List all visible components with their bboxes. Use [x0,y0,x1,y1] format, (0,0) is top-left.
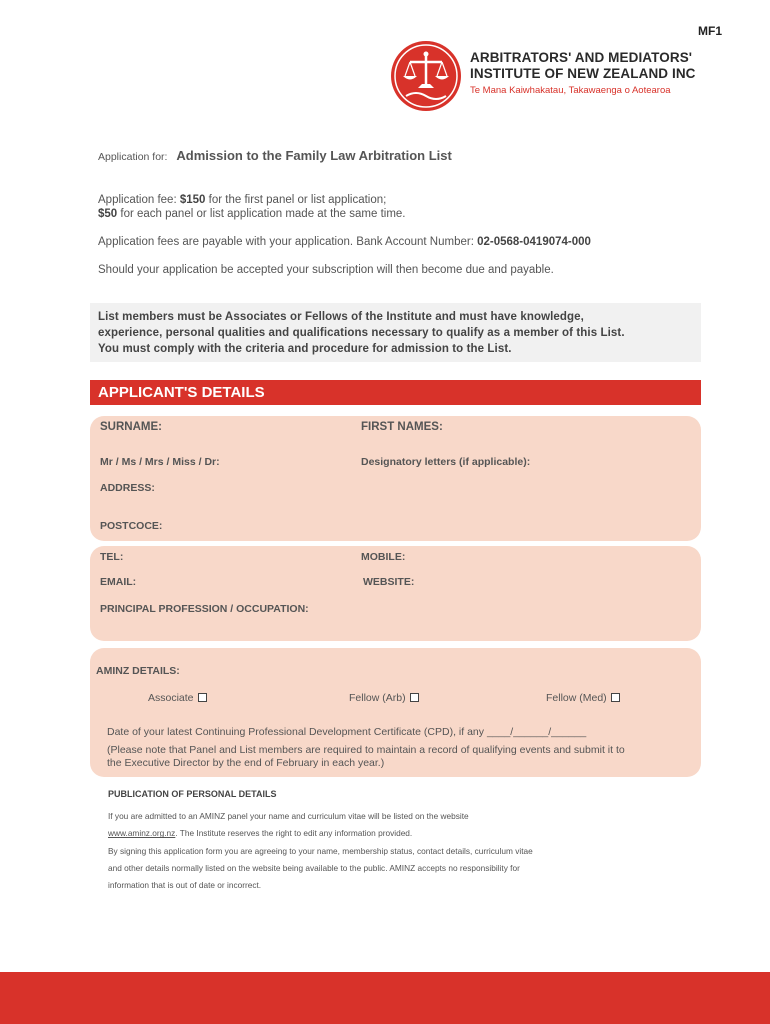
application-for [98,148,452,163]
publication-heading: PUBLICATION OF PERSONAL DETAILS [108,789,277,799]
cpd-note-line-1: (Please note that Panel and List members are required to maintain a record of qualifying events and submit it to [107,744,625,756]
publication-line-4: and other details normally listed on the website being available to the public. AMINZ accepts no responsibility for [108,862,520,873]
publication-line-5: information that is out of date or incorrect. [108,880,262,891]
publication-section [108,789,688,894]
org-name-line2: INSTITUTE OF NEW ZEALAND INC [470,66,696,81]
fellow-arb-option[interactable] [349,692,419,704]
title-label: Mr / Ms / Mrs / Miss / Dr: [100,456,220,468]
mobile-label: MOBILE: [361,551,406,563]
fee-first-text: for the first panel or list application; [208,194,387,206]
website-label: WEBSITE: [363,576,415,588]
aminz-heading: AMINZ DETAILS: [96,665,180,677]
website-link[interactable]: www.aminz.org.nz [108,828,176,839]
publication-line-2 [108,825,688,842]
cpd-line [107,725,586,739]
notice-line-1: List members must be Associates or Fellows of the Institute and must have knowledge, [98,311,584,323]
address-label: ADDRESS: [100,482,155,494]
contact-box [90,546,701,641]
fellow-med-label: Fellow (Med) [546,692,607,704]
fee-line-1 [98,193,386,207]
tel-label: TEL: [100,551,124,563]
postcode-label: POSTCOCE: [100,520,163,532]
application-for-label: Application for: [98,151,168,163]
fellow-med-option[interactable] [546,692,620,704]
org-subtitle: Te Mana Kaiwhakatau, Takawaenga o Aotearoa [470,85,671,96]
first-names-label: FIRST NAMES: [361,421,443,433]
subscription-line: Should your application be accepted your subscription will then become due and payable. [98,264,554,276]
cpd-date-field[interactable]: ____/______/______ [486,726,587,738]
fee-amount-first: $150 [179,194,206,206]
fee-line-2 [98,207,406,221]
application-title: Admission to the Family Law Arbitration List [176,148,452,163]
fellow-arb-label: Fellow (Arb) [349,692,406,704]
bank-text: Application fees are payable with your application. Bank Account Number: [98,236,474,248]
fellow-arb-checkbox[interactable] [410,693,419,702]
form-code: MF1 [698,24,722,38]
associate-checkbox[interactable] [198,693,207,702]
org-header [470,50,696,96]
associate-option[interactable] [148,692,207,704]
footer-bar [0,972,770,1024]
surname-label: SURNAME: [100,421,162,433]
publication-line-3: By signing this application form you are agreeing to your name, membership status, contact details, curriculum vitae [108,845,533,856]
aminz-box [90,648,701,777]
notice-line-2: experience, personal qualities and qualifications necessary to qualify as a member of this List. [98,327,625,339]
associate-label: Associate [148,692,194,704]
publication-line-1: If you are admitted to an AMINZ panel your name and curriculum vitae will be listed on the website [108,811,469,821]
publication-line-2-rest: . The Institute reserves the right to edit any information provided. [175,828,413,839]
name-address-box [90,416,701,541]
section-title: APPLICANT'S DETAILS [98,384,265,401]
fellow-med-checkbox[interactable] [611,693,620,702]
scales-of-justice-logo [390,40,462,112]
fee-prefix: Application fee: [98,194,177,206]
designatory-label: Designatory letters (if applicable): [361,456,531,468]
eligibility-notice [90,303,701,362]
bank-number: 02-0568-0419074-000 [477,236,591,248]
email-label: EMAIL: [100,576,137,588]
notice-line-3: You must comply with the criteria and procedure for admission to the List. [98,343,512,355]
fee-amount-each: $50 [98,208,118,220]
org-name-line1: ARBITRATORS' AND MEDIATORS' [470,50,693,65]
cpd-text: Date of your latest Continuing Professional Development Certificate (CPD), if any [107,726,485,738]
profession-label: PRINCIPAL PROFESSION / OCCUPATION: [100,603,309,615]
section-header-applicant [90,380,701,405]
cpd-note-line-2: the Executive Director by the end of February in each year.) [107,757,385,769]
bank-account-line [98,235,591,249]
fee-each-text: for each panel or list application made at the same time. [120,208,406,220]
